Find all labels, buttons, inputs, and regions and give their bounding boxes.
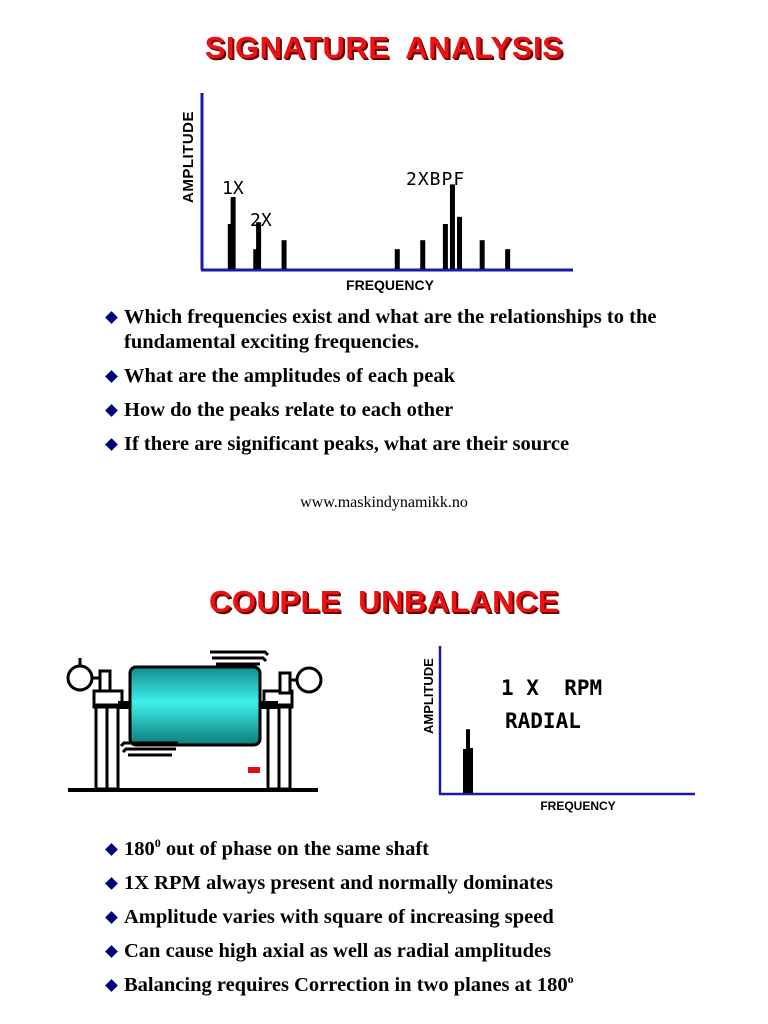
diamond-bullet-icon — [105, 370, 118, 383]
right-probe-icon — [280, 668, 321, 693]
annotation-2xbpf: 2XBPF — [406, 169, 466, 190]
annotation-2x: 2X — [250, 210, 272, 231]
spectrum-bar — [505, 249, 510, 269]
signature-spectrum-chart — [170, 88, 590, 298]
diamond-bullet-icon — [105, 404, 118, 417]
top-motion-lines-icon — [210, 652, 268, 664]
bullet-item — [104, 939, 694, 964]
bullet-text: What are the amplitudes of each peak — [124, 365, 456, 387]
annotation-1x-rpm: 1 X RPM — [501, 676, 603, 700]
bullet-item — [104, 871, 694, 896]
bullet-text: If there are significant peaks, what are their source — [124, 433, 570, 455]
bullet-item — [104, 905, 694, 930]
bullet-text-number: 180 — [124, 838, 155, 860]
spectrum-bar — [282, 240, 287, 269]
bullet-text: Which frequencies exist and what are the relationships to the fundamental exciting frequencies. — [124, 306, 657, 353]
x-axis-label: FREQUENCY — [346, 277, 434, 293]
bullet-text: Amplitude varies with square of increasing speed — [124, 906, 554, 928]
diamond-bullet-icon — [105, 843, 118, 856]
diamond-bullet-icon — [105, 945, 118, 958]
spectrum-bar — [420, 240, 425, 269]
spectrum-bars — [463, 729, 473, 793]
bullet-text: 1X RPM always present and normally dominates — [124, 872, 553, 894]
diamond-bullet-icon — [105, 438, 118, 451]
rotor-illustration — [60, 645, 330, 800]
diamond-bullet-icon — [105, 979, 118, 992]
y-axis-label: AMPLITUDE — [180, 111, 197, 203]
bullet-item — [104, 973, 694, 998]
bullet-text: Balancing requires Correction in two planes at 180 — [124, 974, 568, 996]
annotation-1x: 1X — [222, 178, 244, 199]
slide1-title: SIGNATURE ANALYSIS — [204, 30, 564, 65]
bullet-item — [104, 398, 694, 423]
bullet-item — [104, 432, 694, 457]
bullet-text: How do the peaks relate to each other — [124, 399, 454, 421]
right-bearing-pedestal — [260, 691, 292, 789]
bullet-item — [104, 837, 694, 862]
slide1-bullet-list — [104, 305, 694, 466]
spectrum-bar — [457, 217, 462, 269]
annotation-radial: RADIAL — [505, 709, 581, 733]
bullet-text: Can cause high axial as well as radial amplitudes — [124, 940, 552, 962]
spectrum-bar — [480, 240, 485, 269]
bullet-item — [104, 305, 694, 355]
spectrum-bar — [443, 224, 448, 269]
spectrum-bar — [231, 197, 236, 269]
spectrum-bar — [395, 249, 400, 269]
slide2-bullet-list — [104, 837, 694, 1007]
spectrum-bar — [450, 184, 455, 269]
x-axis-label: FREQUENCY — [540, 799, 616, 813]
spectrum-bar — [469, 748, 473, 793]
bullet-item — [104, 364, 694, 389]
unbalance-mass-marker — [248, 767, 260, 773]
diamond-bullet-icon — [105, 311, 118, 324]
left-probe-icon — [68, 658, 110, 691]
couple-unbalance-spectrum-chart — [415, 638, 705, 823]
y-axis-label: AMPLITUDE — [421, 658, 436, 734]
diamond-bullet-icon — [105, 911, 118, 924]
rotor-disk — [130, 667, 260, 745]
website-url: www.maskindynamikk.no — [300, 494, 468, 511]
bullet-superscript: o — [567, 972, 574, 987]
slide2-title: COUPLE UNBALANCE — [208, 584, 560, 619]
bullet-superscript: 0 — [154, 836, 161, 851]
diamond-bullet-icon — [105, 877, 118, 890]
bullet-text: out of phase on the same shaft — [160, 838, 429, 860]
